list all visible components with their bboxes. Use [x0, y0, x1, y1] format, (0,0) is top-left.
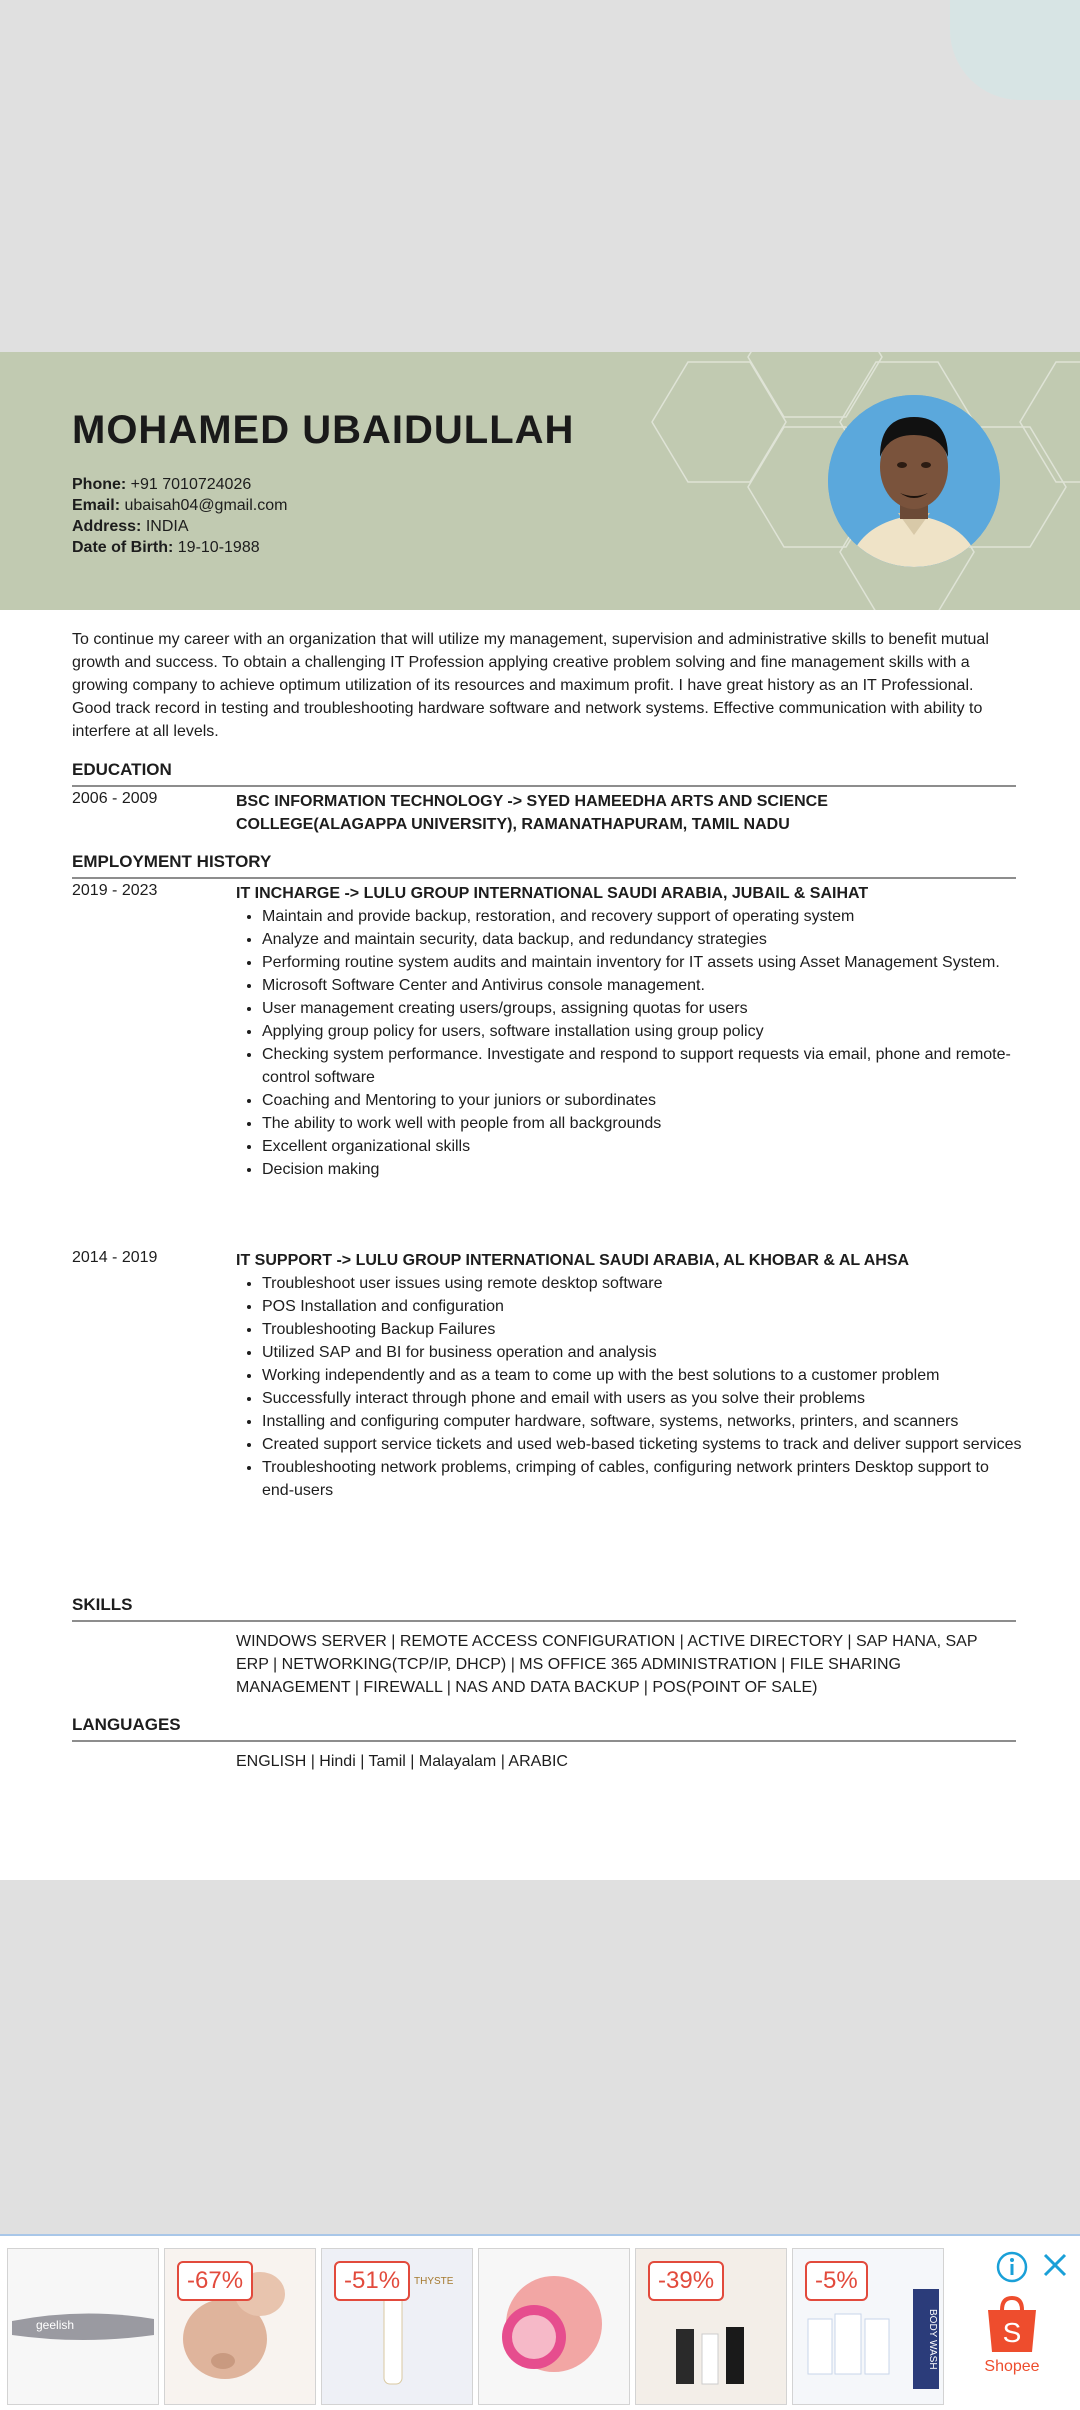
resume-header — [0, 352, 1080, 610]
background-decoration — [950, 0, 1080, 100]
list-item: • Installing and configuring computer hardware, software, systems, networks, printers, and scanners — [262, 1410, 1022, 1433]
employment-heading: EMPLOYMENT HISTORY — [72, 852, 272, 871]
education-entry: BSC INFORMATION TECHNOLOGY -> SYED HAMEEDHA ARTS AND SCIENCE COLLEGE(ALAGAPPA UNIVERSITY), RAMANATHAPURAM, TAMIL NADU — [236, 793, 828, 833]
list-item: • User management creating users/groups, assigning quotas for users — [262, 997, 1022, 1020]
address-line: Address: INDIA — [72, 518, 189, 535]
shopee-bag-icon — [980, 2296, 1044, 2356]
job-date: 2014 - 2019 — [72, 1249, 158, 1266]
list-item: • Troubleshooting Backup Failures — [262, 1318, 1022, 1341]
skills-list: WINDOWS SERVER | REMOTE ACCESS CONFIGURATION | ACTIVE DIRECTORY | SAP HANA, SAP ERP | NETWORKING(TCP/IP, DHCP) | MS OFFICE 365 ADMINISTRATION | FILE SHARING MANAGEMENT | FIREWALL | NAS AND DATA BACKUP | POS(POINT OF SALE) — [236, 1633, 978, 1696]
skills-heading: SKILLS — [72, 1595, 133, 1614]
list-item: • Analyze and maintain security, data backup, and redundancy strategies — [262, 928, 1022, 951]
list-item: • Applying group policy for users, software installation using group policy — [262, 1020, 1022, 1043]
contact-info — [72, 474, 287, 558]
nail-file-image — [8, 2249, 158, 2404]
shopee-logo[interactable] — [980, 2296, 1044, 2375]
discount-badge: -67% — [177, 2261, 253, 2301]
list-item: • The ability to work well with people from all backgrounds — [262, 1112, 1022, 1135]
info-icon[interactable] — [995, 2250, 1029, 2284]
ad-product-4[interactable] — [478, 2248, 630, 2405]
dob-line: Date of Birth: 19-10-1988 — [72, 539, 260, 556]
section-divider — [72, 1740, 1016, 1742]
discount-badge: -39% — [648, 2261, 724, 2301]
shopee-label: Shopee — [984, 2358, 1040, 2375]
list-item: • Created support service tickets and used web-based ticketing systems to track and deliver support services — [262, 1433, 1022, 1456]
ad-product-1[interactable] — [7, 2248, 159, 2405]
address-value: INDIA — [145, 518, 189, 535]
education-heading: EDUCATION — [72, 760, 172, 779]
dob-value: 19-10-1988 — [177, 539, 260, 556]
ad-product-2[interactable] — [164, 2248, 316, 2405]
phone-line: Phone: +91 7010724026 — [72, 476, 252, 493]
job-title: IT INCHARGE -> LULU GROUP INTERNATIONAL SAUDI ARABIA, JUBAIL & SAIHAT — [236, 885, 869, 902]
candidate-name: MOHAMED UBAIDULLAH — [72, 408, 575, 452]
email-line: Email: ubaisah04@gmail.com — [72, 497, 288, 514]
list-item: • POS Installation and configuration — [262, 1295, 1022, 1318]
profile-summary: To continue my career with an organization that will utilize my management, supervision and administrative skills to benefit mutual growth and success. To obtain a challenging IT Profession applying creative problem solving and fine management skills with a growing company to achieve optimum utilization of its resources and maximum profit. I have great history as an IT Professional. Good track record in testing and troubleshooting hardware software and network systems. Effective communication with ability to interfere at all levels. — [72, 631, 989, 740]
list-item: • Microsoft Software Center and Antivirus console management. — [262, 974, 1022, 997]
ad-badge-text: BODY WASH — [927, 2309, 938, 2370]
discount-badge: -51% — [334, 2261, 410, 2301]
section-divider — [72, 877, 1016, 879]
list-item: • Performing routine system audits and maintain inventory for IT assets using Asset Management System. — [262, 951, 1022, 974]
lip-mask-image — [479, 2249, 629, 2404]
ad-product-5[interactable] — [635, 2248, 787, 2405]
ad-banner[interactable] — [0, 2234, 1080, 2410]
profile-photo — [828, 395, 1000, 567]
discount-badge: -5% — [805, 2261, 868, 2301]
close-icon[interactable] — [1040, 2250, 1070, 2280]
job-duties-list — [236, 905, 1022, 1181]
list-item: • Troubleshoot user issues using remote desktop software — [262, 1272, 1022, 1295]
list-item: • Successfully interact through phone and email with users as you solve their problems — [262, 1387, 1022, 1410]
section-divider — [72, 785, 1016, 787]
svg-text:S: S — [1002, 2317, 1022, 2348]
list-item: • Maintain and provide backup, restoration, and recovery support of operating system — [262, 905, 1022, 928]
list-item: • Excellent organizational skills — [262, 1135, 1022, 1158]
languages-heading: LANGUAGES — [72, 1715, 181, 1734]
education-date: 2006 - 2009 — [72, 790, 158, 807]
job-date: 2019 - 2023 — [72, 882, 158, 899]
section-divider — [72, 1620, 1016, 1622]
list-item: • Utilized SAP and BI for business operation and analysis — [262, 1341, 1022, 1364]
job-duties-list — [236, 1272, 1022, 1502]
list-item: • Decision making — [262, 1158, 1022, 1181]
phone-value: +91 7010724026 — [130, 476, 252, 493]
ad-brand-text: THYSTE — [414, 2276, 454, 2287]
resume-page — [0, 352, 1080, 1880]
email-value: ubaisah04@gmail.com — [124, 497, 288, 514]
list-item: • Working independently and as a team to come up with the best solutions to a customer problem — [262, 1364, 1022, 1387]
languages-list: ENGLISH | Hindi | Tamil | Malayalam | ARABIC — [236, 1753, 568, 1770]
list-item: • Coaching and Mentoring to your juniors or subordinates — [262, 1089, 1022, 1112]
ad-brand-text: geelish — [36, 2318, 75, 2332]
list-item: • Troubleshooting network problems, crimping of cables, configuring network printers Desktop support to end-users — [262, 1456, 1022, 1502]
job-title: IT SUPPORT -> LULU GROUP INTERNATIONAL SAUDI ARABIA, AL KHOBAR & AL AHSA — [236, 1252, 910, 1269]
person-avatar-icon — [828, 395, 1000, 567]
ad-product-3[interactable] — [321, 2248, 473, 2405]
ad-product-6[interactable] — [792, 2248, 944, 2405]
list-item: • Checking system performance. Investigate and respond to support requests via email, phone and remote-control software — [262, 1043, 1022, 1089]
